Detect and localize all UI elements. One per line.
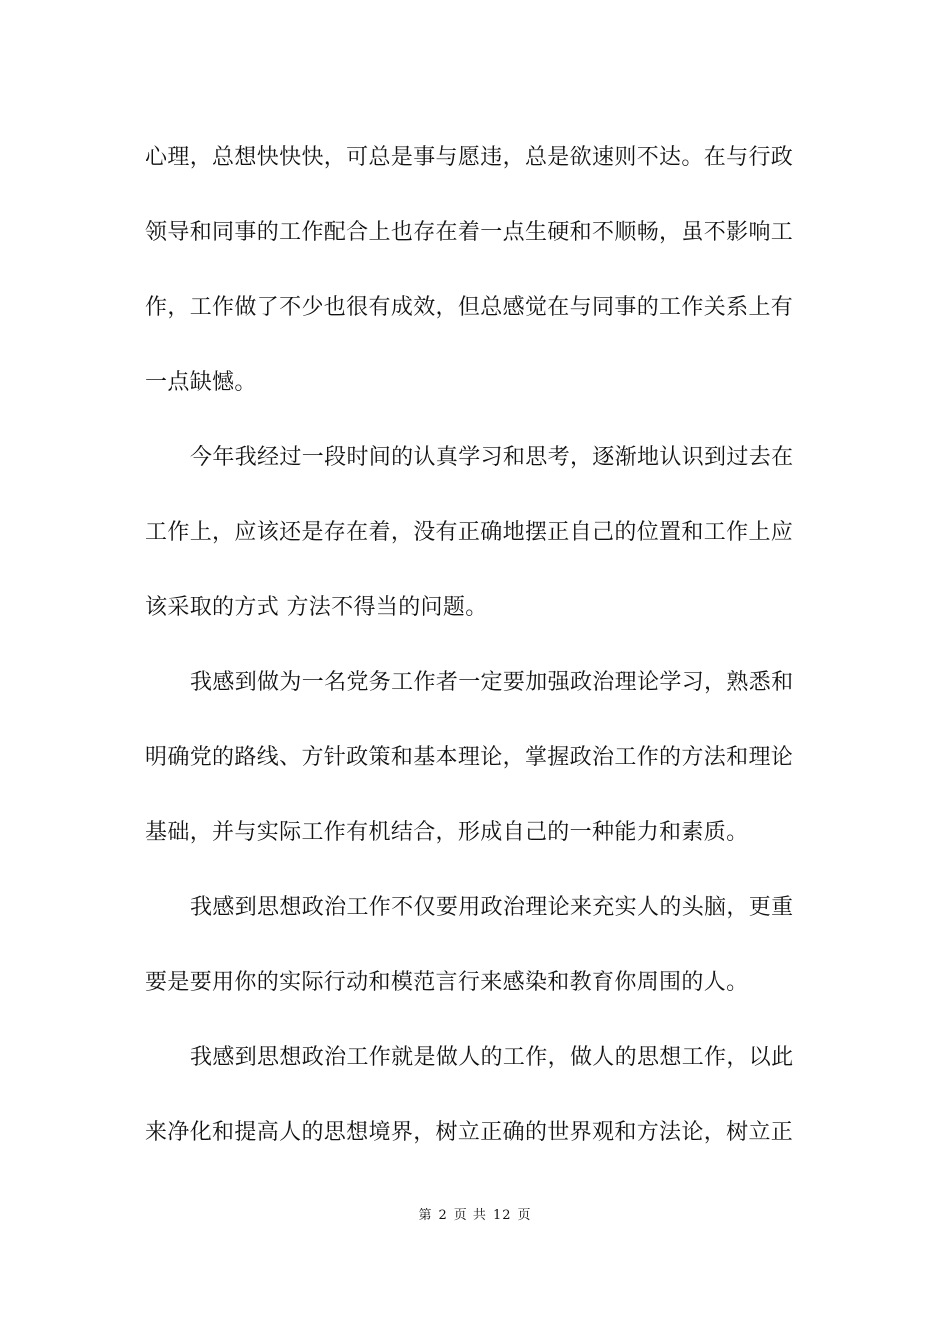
text-line-1: 心理，总想快快快，可总是事与愿违，总是欲速则不达。在与行政 bbox=[145, 145, 794, 170]
text-line-8: 我感到做为一名党务工作者一定要加强政治理论学习，熟悉和 bbox=[190, 670, 794, 695]
text-line-5: 今年我经过一段时间的认真学习和思考，逐渐地认识到过去在 bbox=[190, 445, 794, 470]
text-line-9: 明确党的路线、方针政策和基本理论，掌握政治工作的方法和理论 bbox=[145, 745, 794, 770]
text-line-12: 要是要用你的实际行动和模范言行来感染和教育你周围的人。 bbox=[145, 970, 749, 995]
text-line-13: 我感到思想政治工作就是做人的工作，做人的思想工作，以此 bbox=[190, 1045, 794, 1070]
page-footer bbox=[0, 1207, 950, 1225]
footer-total-pages: 12 bbox=[492, 1208, 512, 1223]
text-line-7: 该采取的方式 方法不得当的问题。 bbox=[145, 595, 488, 620]
text-line-3: 作，工作做了不少也很有成效，但总感觉在与同事的工作关系上有 bbox=[145, 295, 794, 320]
footer-suffix: 页 bbox=[517, 1208, 532, 1223]
text-line-4: 一点缺憾。 bbox=[145, 370, 257, 395]
text-line-10: 基础，并与实际工作有机结合，形成自己的一种能力和素质。 bbox=[145, 820, 749, 845]
footer-prefix: 第 bbox=[418, 1208, 433, 1223]
footer-middle: 页 共 bbox=[453, 1208, 487, 1223]
text-line-2: 领导和同事的工作配合上也存在着一点生硬和不顺畅，虽不影响工 bbox=[145, 220, 794, 245]
text-line-6: 工作上，应该还是存在着，没有正确地摆正自己的位置和工作上应 bbox=[145, 520, 794, 545]
footer-current-page: 2 bbox=[438, 1208, 448, 1223]
text-line-11: 我感到思想政治工作不仅要用政治理论来充实人的头脑，更重 bbox=[190, 895, 794, 920]
text-line-14: 来净化和提高人的思想境界，树立正确的世界观和方法论，树立正 bbox=[145, 1120, 794, 1145]
